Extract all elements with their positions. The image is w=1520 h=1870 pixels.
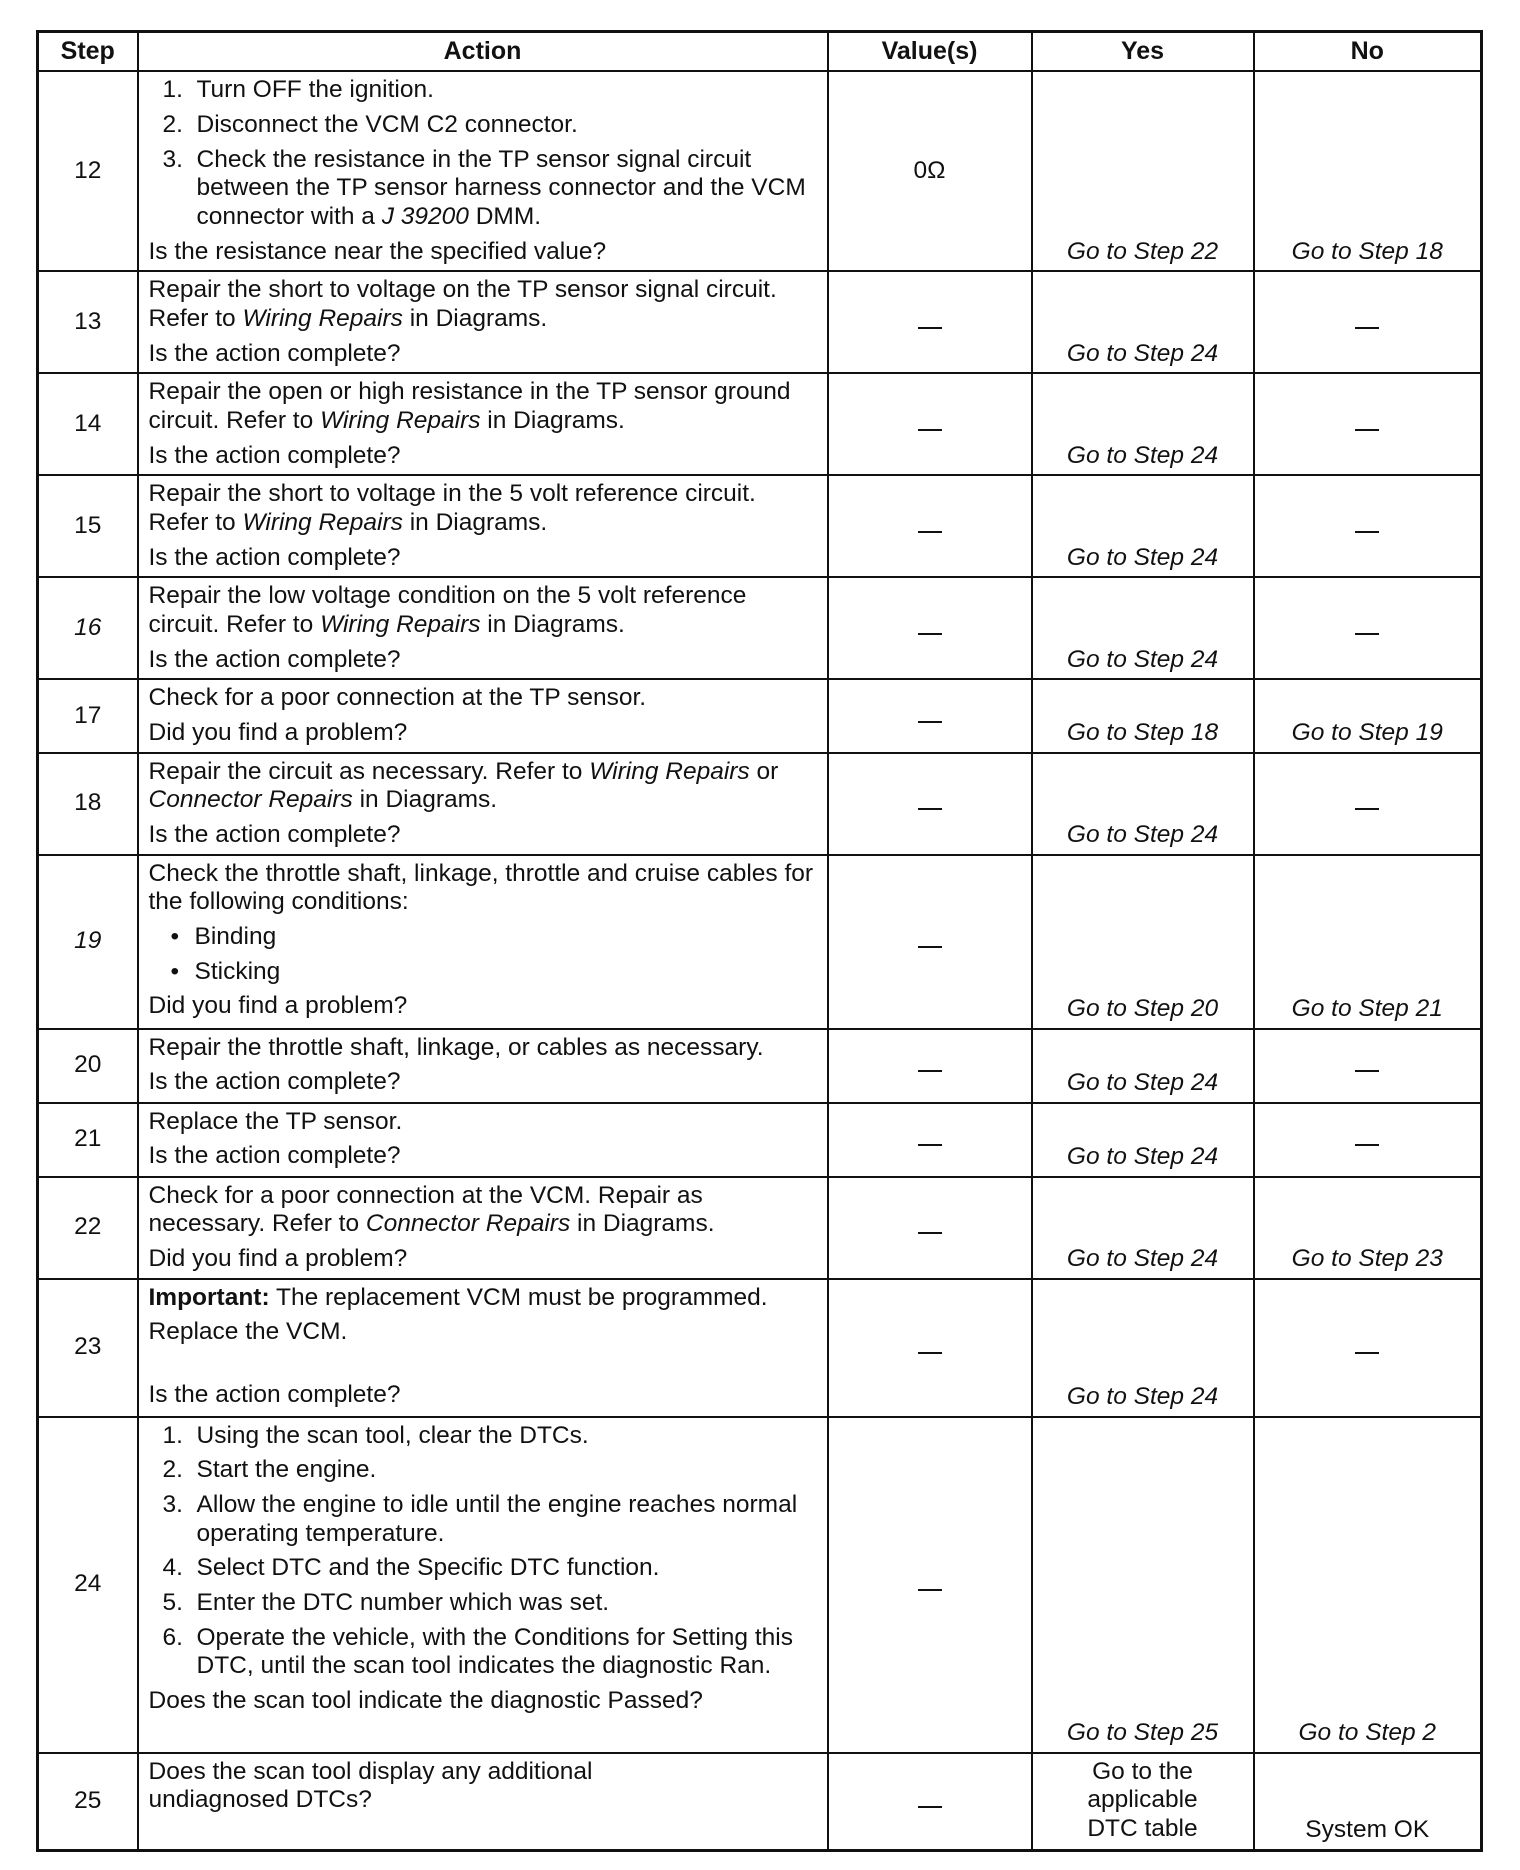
no-goto: Go to Step 2 bbox=[1298, 1718, 1437, 1746]
action-cell bbox=[138, 271, 828, 373]
value-cell bbox=[828, 1029, 1032, 1103]
action-text: Replace the TP sensor. bbox=[148, 1107, 403, 1135]
step-number: 22 bbox=[38, 1177, 138, 1279]
step-number: 20 bbox=[38, 1029, 138, 1103]
question-text: Does the scan tool indicate the diagnostic Passed? bbox=[148, 1686, 703, 1714]
no-goto: Go to Step 19 bbox=[1291, 718, 1443, 746]
question-text: Is the action complete? bbox=[148, 1142, 401, 1170]
table-row-step-18 bbox=[38, 753, 1482, 855]
no-cell bbox=[1254, 855, 1482, 1029]
step-number: 12 bbox=[38, 71, 138, 271]
yes-cell bbox=[1032, 1177, 1254, 1279]
step-number: 13 bbox=[38, 271, 138, 373]
step-number: 25 bbox=[38, 1753, 138, 1851]
numbered-item: 5. Enter the DTC number which was set. bbox=[162, 1588, 610, 1616]
action-text: Replace the VCM. bbox=[148, 1318, 348, 1346]
yes-cell bbox=[1032, 679, 1254, 752]
yes-goto: Go to Step 25 bbox=[1066, 1718, 1219, 1746]
action-text: Repair the short to voltage in the 5 volt reference circuit. Refer to Wiring Repairs in Diagrams. bbox=[148, 480, 756, 536]
dash-mark bbox=[918, 429, 942, 431]
step-number: 23 bbox=[38, 1279, 138, 1417]
value-cell bbox=[828, 271, 1032, 373]
question-text: Is the action complete? bbox=[148, 1068, 401, 1096]
table-row-step-12 bbox=[38, 71, 1482, 271]
dash-mark bbox=[918, 327, 942, 329]
step-number: 18 bbox=[38, 753, 138, 855]
yes-cell bbox=[1032, 1279, 1254, 1417]
dash-mark bbox=[918, 1806, 942, 1808]
value-cell bbox=[828, 1279, 1032, 1417]
value-cell bbox=[828, 1177, 1032, 1279]
bullet-item: • Binding bbox=[170, 922, 277, 950]
action-text: Check for a poor connection at the TP sensor. bbox=[148, 684, 647, 712]
value-cell bbox=[828, 475, 1032, 577]
table-row-step-24 bbox=[38, 1417, 1482, 1753]
numbered-item: 3. Allow the engine to idle until the engine reaches normal operating temperature. bbox=[162, 1490, 798, 1547]
numbered-item: 6. Operate the vehicle, with the Conditions for Setting this DTC, until the scan tool indicates the diagnostic Ran. bbox=[162, 1623, 793, 1680]
no-cell bbox=[1254, 71, 1482, 271]
action-cell bbox=[138, 577, 828, 679]
dash-mark bbox=[918, 946, 942, 948]
table-row-step-17 bbox=[38, 679, 1482, 752]
action-cell bbox=[138, 1279, 828, 1417]
question-text: Does the scan tool display any additional undiagnosed DTCs? bbox=[148, 1757, 593, 1814]
dash-mark bbox=[918, 633, 942, 635]
action-cell bbox=[138, 1177, 828, 1279]
yes-goto: Go to the applicable DTC table bbox=[1087, 1757, 1198, 1842]
header-yes: Yes bbox=[1032, 32, 1254, 72]
yes-goto: Go to Step 24 bbox=[1066, 1142, 1219, 1170]
yes-goto: Go to Step 22 bbox=[1066, 237, 1219, 265]
table-row-step-23 bbox=[38, 1279, 1482, 1417]
diagnostic-table bbox=[36, 30, 1483, 1852]
question-text: Is the action complete? bbox=[148, 339, 401, 367]
value-cell bbox=[828, 753, 1032, 855]
yes-cell bbox=[1032, 753, 1254, 855]
yes-cell bbox=[1032, 373, 1254, 475]
question-text: Is the action complete? bbox=[148, 441, 401, 469]
question-text: Is the action complete? bbox=[148, 1380, 401, 1408]
yes-cell bbox=[1032, 855, 1254, 1029]
yes-goto: Go to Step 24 bbox=[1066, 1382, 1219, 1410]
question-text: Did you find a problem? bbox=[148, 992, 408, 1020]
question-text: Is the action complete? bbox=[148, 645, 401, 673]
action-cell bbox=[138, 1029, 828, 1103]
no-goto: Go to Step 18 bbox=[1291, 237, 1443, 265]
yes-goto: Go to Step 24 bbox=[1066, 1244, 1219, 1272]
question-text: Is the action complete? bbox=[148, 820, 401, 848]
header-values: Value(s) bbox=[828, 32, 1032, 72]
action-cell bbox=[138, 1417, 828, 1753]
header-no: No bbox=[1254, 32, 1482, 72]
dash-mark bbox=[1355, 429, 1379, 431]
yes-goto: Go to Step 24 bbox=[1066, 1068, 1219, 1096]
step-number: 17 bbox=[38, 679, 138, 752]
value-cell: 0Ω bbox=[828, 71, 1032, 271]
numbered-item: 4. Select DTC and the Specific DTC function. bbox=[162, 1554, 660, 1582]
question-text: Is the resistance near the specified value? bbox=[148, 237, 607, 265]
no-cell bbox=[1254, 373, 1482, 475]
dash-mark bbox=[918, 721, 942, 723]
header-step: Step bbox=[38, 32, 138, 72]
no-cell bbox=[1254, 1279, 1482, 1417]
yes-goto: Go to Step 18 bbox=[1066, 718, 1219, 746]
yes-cell bbox=[1032, 1029, 1254, 1103]
numbered-item: 1. Using the scan tool, clear the DTCs. bbox=[162, 1421, 589, 1449]
no-cell bbox=[1254, 577, 1482, 679]
question-text: Did you find a problem? bbox=[148, 1244, 408, 1272]
value-cell bbox=[828, 1103, 1032, 1177]
dash-mark bbox=[1355, 531, 1379, 533]
bullet-item: • Sticking bbox=[170, 957, 281, 985]
action-text: Repair the short to voltage on the TP sensor signal circuit. Refer to Wiring Repairs in Diagrams. bbox=[148, 276, 777, 332]
dash-mark bbox=[1355, 1070, 1379, 1072]
table-row-step-15 bbox=[38, 475, 1482, 577]
no-cell bbox=[1254, 1029, 1482, 1103]
step-number: 15 bbox=[38, 475, 138, 577]
action-cell bbox=[138, 855, 828, 1029]
action-cell bbox=[138, 1103, 828, 1177]
question-text: Is the action complete? bbox=[148, 543, 401, 571]
table-row-step-13 bbox=[38, 271, 1482, 373]
table-row-step-22 bbox=[38, 1177, 1482, 1279]
yes-cell bbox=[1032, 577, 1254, 679]
no-goto: Go to Step 23 bbox=[1291, 1244, 1443, 1272]
dash-mark bbox=[918, 808, 942, 810]
no-goto: Go to Step 21 bbox=[1291, 994, 1443, 1022]
value-cell bbox=[828, 679, 1032, 752]
dash-mark bbox=[918, 1352, 942, 1354]
action-text: Repair the low voltage condition on the 5 volt reference circuit. Refer to Wiring Repairs in Diagrams. bbox=[148, 582, 747, 638]
yes-cell bbox=[1032, 1417, 1254, 1753]
step-number: 14 bbox=[38, 373, 138, 475]
value-cell bbox=[828, 855, 1032, 1029]
dash-mark bbox=[918, 1589, 942, 1591]
action-cell bbox=[138, 373, 828, 475]
no-cell bbox=[1254, 271, 1482, 373]
value-cell bbox=[828, 373, 1032, 475]
value-cell bbox=[828, 1753, 1032, 1851]
value-cell bbox=[828, 577, 1032, 679]
dash-mark bbox=[918, 1144, 942, 1146]
yes-cell bbox=[1032, 475, 1254, 577]
yes-goto: Go to Step 20 bbox=[1066, 994, 1219, 1022]
yes-goto: Go to Step 24 bbox=[1066, 645, 1219, 673]
header-row bbox=[38, 32, 1482, 72]
step-number: 16 bbox=[38, 577, 138, 679]
dash-mark bbox=[918, 531, 942, 533]
no-cell bbox=[1254, 1753, 1482, 1851]
table-row-step-19 bbox=[38, 855, 1482, 1029]
action-cell bbox=[138, 71, 828, 271]
yes-cell bbox=[1032, 71, 1254, 271]
action-cell bbox=[138, 753, 828, 855]
yes-cell bbox=[1032, 271, 1254, 373]
action-cell bbox=[138, 679, 828, 752]
table-row-step-16 bbox=[38, 577, 1482, 679]
action-text: Repair the open or high resistance in the TP sensor ground circuit. Refer to Wiring Repairs in Diagrams. bbox=[148, 378, 791, 434]
step-number: 21 bbox=[38, 1103, 138, 1177]
yes-goto: Go to Step 24 bbox=[1066, 820, 1219, 848]
dash-mark bbox=[1355, 1144, 1379, 1146]
no-cell bbox=[1254, 753, 1482, 855]
table-row-step-14 bbox=[38, 373, 1482, 475]
table-row-step-25 bbox=[38, 1753, 1482, 1851]
dash-mark bbox=[1355, 633, 1379, 635]
important-note: Important: The replacement VCM must be programmed. bbox=[148, 1283, 768, 1311]
dash-mark bbox=[1355, 1352, 1379, 1354]
no-cell bbox=[1254, 1177, 1482, 1279]
dash-mark bbox=[1355, 808, 1379, 810]
action-cell bbox=[138, 1753, 828, 1851]
numbered-item: 2. Disconnect the VCM C2 connector. bbox=[162, 110, 578, 138]
dash-mark bbox=[918, 1232, 942, 1234]
step-number: 19 bbox=[38, 855, 138, 1029]
step-number: 24 bbox=[38, 1417, 138, 1753]
yes-goto: Go to Step 24 bbox=[1066, 441, 1219, 469]
dash-mark bbox=[1355, 327, 1379, 329]
diagnostic-table-page bbox=[36, 30, 1480, 1852]
yes-goto: Go to Step 24 bbox=[1066, 543, 1219, 571]
table-row-step-21 bbox=[38, 1103, 1482, 1177]
action-text: Check the throttle shaft, linkage, throttle and cruise cables for the following conditions: bbox=[148, 859, 814, 916]
no-result: System OK bbox=[1305, 1816, 1430, 1844]
action-cell bbox=[138, 475, 828, 577]
action-text: Repair the throttle shaft, linkage, or cables as necessary. bbox=[148, 1033, 764, 1061]
dash-mark bbox=[918, 1070, 942, 1072]
header-action: Action bbox=[138, 32, 828, 72]
no-cell bbox=[1254, 679, 1482, 752]
action-text: Repair the circuit as necessary. Refer to Wiring Repairs or Connector Repairs in Diagrams. bbox=[148, 757, 779, 814]
no-cell bbox=[1254, 1417, 1482, 1753]
table-row-step-20 bbox=[38, 1029, 1482, 1103]
numbered-item: 1. Turn OFF the ignition. bbox=[162, 76, 434, 104]
no-cell bbox=[1254, 475, 1482, 577]
yes-goto: Go to Step 24 bbox=[1066, 339, 1219, 367]
numbered-item: 3. Check the resistance in the TP sensor signal circuit between the TP sensor harness connector and the VCM connector with a J 39200 DMM. bbox=[162, 145, 806, 230]
yes-cell bbox=[1032, 1103, 1254, 1177]
action-text: Check for a poor connection at the VCM. Repair as necessary. Refer to Connector Repairs in Diagrams. bbox=[148, 1181, 715, 1238]
numbered-item: 2. Start the engine. bbox=[162, 1456, 377, 1484]
no-cell bbox=[1254, 1103, 1482, 1177]
question-text: Did you find a problem? bbox=[148, 718, 408, 746]
value-cell bbox=[828, 1417, 1032, 1753]
yes-cell bbox=[1032, 1753, 1254, 1851]
